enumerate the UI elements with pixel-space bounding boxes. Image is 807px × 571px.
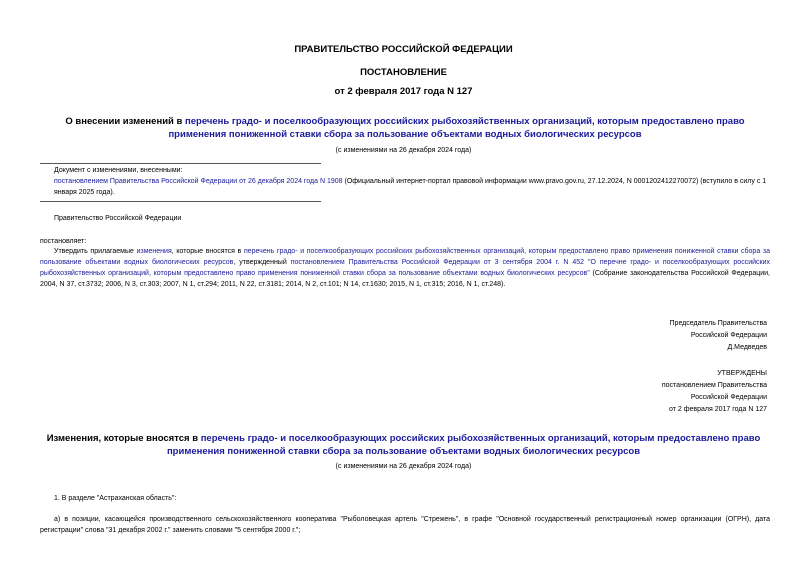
signature-line-3: Д.Медведев [727, 344, 767, 351]
p1-link-list[interactable]: перечень градо- и поселкообразующих российских рыбохозяйственных организаций, которым предоставлено право применения пониженной ставки сбора за пользование объектами водных биологических ресурсов [40, 248, 770, 266]
changes-note [40, 165, 770, 198]
approved-line-3: Российской Федерации [690, 394, 767, 401]
decrees-word: постановляет: [40, 238, 87, 245]
p1-link-changes[interactable]: изменения [136, 248, 172, 255]
signature-line-1: Председатель Правительства [669, 320, 767, 327]
issuer: Правительство Российской Федерации [54, 215, 182, 222]
document-title [60, 115, 750, 141]
approved-line-2: постановлением Правительства [661, 382, 767, 389]
title-prefix: О внесении изменений в [65, 116, 185, 127]
p1-text-b: , которые вносятся в [171, 248, 244, 255]
p1-link-decree-452[interactable]: постановлением Правительства Российской Федерации от 3 сентября 2004 г. N 452 "О перечне градо- и поселкообразующих российских рыбохозяйственных организаций, которым предоставлено право применения пониженной ставки сбора за пользование объектами водных биологических ресурсов" [40, 259, 770, 277]
document-type: ПОСТАНОВЛЕНИЕ [360, 67, 447, 78]
changes-note-rest: (Официальный интернет-портал правовой информации www.pravo.gov.ru, 27.12.2024, N 0001202412270072) (вступило в силу с 1 января 2025 года). [54, 178, 767, 196]
document-date-number: от 2 февраля 2017 года N 127 [334, 86, 473, 97]
approved-line-4: от 2 февраля 2017 года N 127 [669, 406, 767, 413]
government-heading: ПРАВИТЕЛЬСТВО РОССИЙСКОЙ ФЕДЕРАЦИИ [294, 44, 513, 55]
changes-title-link[interactable]: перечень градо- и поселкообразующих российских рыбохозяйственных организаций, которым предоставлено право применения пониженной ставки сбора за пользование объектами водных биологических ресурсов [166, 433, 761, 457]
changes-note-body [40, 176, 770, 198]
p1-text-c: , утвержденный [233, 259, 291, 266]
section-1: 1. В разделе "Астраханская область": [54, 495, 177, 502]
divider-bottom [40, 201, 321, 202]
p1-text-a: Утвердить прилагаемые [54, 248, 137, 255]
item-a: а) в позиции, касающейся производственного сельскохозяйственного кооператива "Рыболовецкая артель "Стрежень", в графе "Основной государственный регистрационный номер организации (ОГРН), дата регистрации" слова "31 декабря 2002 г." заменить словами "5 сентября 2000 г."; [40, 516, 770, 534]
changes-title [30, 432, 777, 458]
edition-note-2: (с изменениями на 26 декабря 2024 года) [335, 463, 472, 470]
changes-note-link[interactable]: постановлением Правительства Российской Федерации от 26 декабря 2024 года N 1908 [54, 178, 343, 185]
signature-line-2: Российской Федерации [690, 332, 767, 339]
approved-block [662, 368, 767, 416]
paragraph-1 [40, 246, 770, 290]
changes-title-prefix: Изменения, которые вносятся в [46, 433, 201, 444]
edition-note: (с изменениями на 26 декабря 2024 года) [335, 147, 472, 154]
p1-text-d: (Собрание законодательства Российской Федерации, 2004, N 37, ст.3732; 2006, N 3, ст.303; 2007, N 1, ст.294; 2011, N 22, ст.3181; 2014, N 2, ст.101; N 14, ст.1630; 2015, N 1, ст.315; 2016, N 1, ст.248). [40, 270, 771, 288]
changes-note-label: Документ с изменениями, внесенными: [54, 167, 183, 174]
signature-block [670, 318, 767, 354]
approved-line-1: УТВЕРЖДЕНЫ [717, 370, 767, 377]
title-link[interactable]: перечень градо- и поселкообразующих российских рыбохозяйственных организаций, которым предоставлено право применения пониженной ставки сбора за пользование объектами водных биологических ресурсов [168, 116, 745, 140]
divider-top [40, 163, 321, 164]
